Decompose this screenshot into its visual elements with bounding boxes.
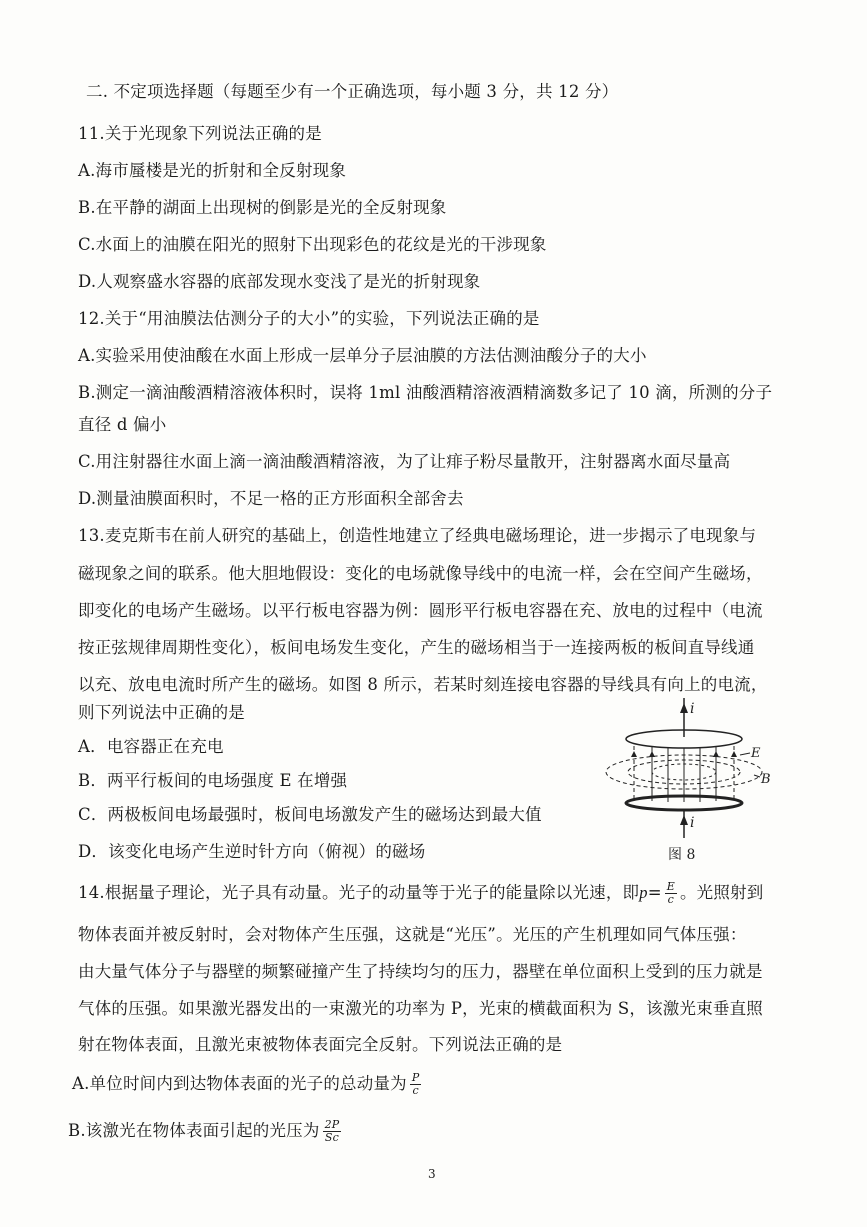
q11-option-a: A.海市蜃楼是光的折射和全反射现象 (78, 161, 347, 180)
label-b: B (761, 772, 771, 787)
q14-line1-text: 14.根据量子理论，光子具有动量。光子的动量等于光子的能量除以光速，即 (78, 883, 640, 902)
q13-option-a: A．电容器正在充电 (78, 737, 224, 756)
label-e: E (751, 746, 761, 761)
top-current-arrow (680, 703, 688, 713)
figure-caption: 图 8 (668, 847, 696, 863)
q13-line6: 则下列说法中正确的是 (78, 703, 245, 722)
equals-sign: = (647, 883, 662, 902)
label-i-bottom: i (690, 815, 695, 831)
fraction-denominator: c (667, 893, 675, 906)
label-i-top: i (690, 701, 695, 717)
section-header: 二. 不定项选择题（每题至少有一个正确选项，每小题 3 分，共 12 分） (86, 82, 619, 101)
q14-line1-tail: 。光照射到 (679, 883, 764, 902)
bottom-current-arrow (680, 815, 688, 825)
q14-option-a-text: A.单位时间内到达物体表面的光子的总动量为 (72, 1074, 407, 1093)
q12-option-a: A.实验采用使油酸在水面上形成一层单分子层油膜的方法估测油酸分子的大小 (78, 346, 647, 365)
q14-option-a (72, 1070, 424, 1097)
q13-line1: 13.麦克斯韦在前人研究的基础上，创造性地建立了经典电磁场理论，进一步揭示了电现象与 (78, 526, 757, 545)
q13-line4: 按正弦规律周期性变化），板间电场发生变化，产生的磁场相当于一连接两板的板间直导线通 (78, 638, 755, 657)
q12-option-b-line1: B.测定一滴油酸酒精溶液体积时，误将 1ml 油酸酒精溶液酒精滴数多记了 10 滴，所测的分子 (78, 383, 773, 402)
option-a-fraction (410, 1072, 422, 1097)
label-b-pointer (754, 775, 760, 777)
electric-field-lines (634, 745, 734, 802)
q12-option-c: C.用注射器往水面上滴一滴油酸酒精溶液，为了让痱子粉尽量散开，注射器离水面尽量高 (78, 452, 731, 471)
q12-option-d: D.测量油膜面积时，不足一格的正方形面积全部舍去 (78, 489, 464, 508)
q11-option-d: D.人观察盛水容器的底部发现水变浅了是光的折射现象 (78, 272, 481, 291)
q13-line2: 磁现象之间的联系。他大胆地假设：变化的电场就像导线中的电流一样，会在空间产生磁场， (78, 564, 763, 583)
q13-option-b: B．两平行板间的电场强度 E 在增强 (78, 771, 348, 790)
fraction-numerator: 2P (324, 1118, 340, 1131)
fraction-denominator: c (412, 1084, 419, 1097)
fraction-numerator: E (666, 880, 675, 893)
q14-line3: 由大量气体分子与器壁的频繁碰撞产生了持续均匀的压力，器壁在单位面积上受到的压力就是 (78, 962, 763, 981)
q14-line5: 射在物体表面，且激光束被物体表面完全反射。下列说法正确的是 (78, 1035, 563, 1054)
capacitor-figure (604, 693, 774, 863)
q14-line1 (78, 879, 763, 906)
q13-line3: 即变化的电场产生磁场。以平行板电容器为例：圆形平行板电容器在充、放电的过程中（电流 (78, 601, 763, 620)
energy-over-c-fraction (665, 881, 677, 906)
fraction-denominator: Sc (324, 1131, 340, 1144)
q12-option-b-line2: 直径 d 偏小 (78, 415, 167, 434)
q14-line2: 物体表面并被反射时，会对物体产生压强，这就是“光压”。光压的产生机理如同气体压强： (78, 925, 747, 944)
label-e-pointer (740, 753, 750, 755)
q11-option-c: C.水面上的油膜在阳光的照射下出现彩色的花纹是光的干涉现象 (78, 235, 547, 254)
momentum-symbol: p (639, 883, 648, 902)
q13-option-d: D．该变化电场产生逆时针方向（俯视）的磁场 (78, 842, 426, 861)
q13-option-c: C．两极板间电场最强时，板间电场激发产生的磁场达到最大值 (78, 805, 542, 824)
page-number: 3 (428, 1167, 436, 1181)
q13-line5: 以充、放电电流时所产生的磁场。如图 8 所示，若某时刻连接电容器的导线具有向上的电流， (78, 675, 768, 694)
option-b-fraction (323, 1119, 342, 1144)
fraction-numerator: P (411, 1071, 420, 1084)
q12-stem: 12.关于“用油膜法估测分子的大小”的实验，下列说法正确的是 (78, 309, 540, 328)
q14-option-b (68, 1117, 344, 1144)
q11-stem: 11.关于光现象下列说法正确的是 (78, 124, 322, 143)
q14-line4: 气体的压强。如果激光器发出的一束激光的功率为 P，光束的横截面积为 S，该激光束垂直照 (78, 999, 763, 1018)
q14-option-b-text: B.该激光在物体表面引起的光压为 (68, 1121, 320, 1140)
q11-option-b: B.在平静的湖面上出现树的倒影是光的全反射现象 (78, 198, 447, 217)
